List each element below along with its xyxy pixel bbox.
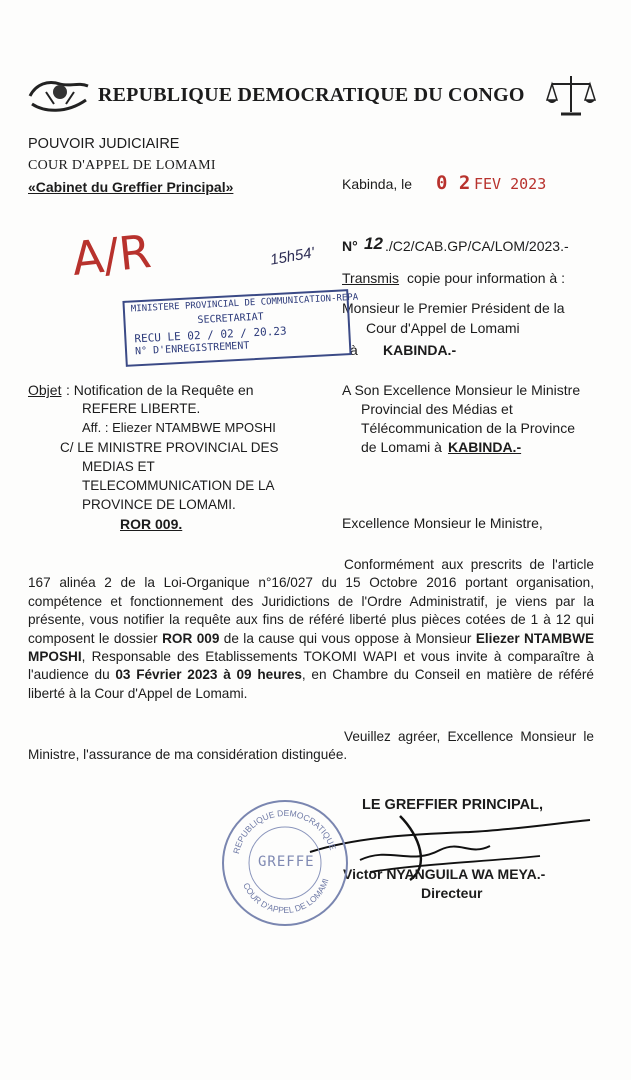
object-line-6: TELECOMMUNICATION DE LA (82, 478, 275, 493)
received-stamp-line-3: RECU LE 02 / 02 / 20.23 (134, 324, 287, 346)
body-p1-a: Conformément aux prescrits de l'article 167 alinéa 2 de la Loi-Organique n°16/027 du 15 Octobre 2016 portant organisation, compétence et fonctionnement des Juridictions de l'Ordre Administratif, je viens par la présente, vous notifier la requête aux fins de référé liberté plus pièces cotées de 1 à 12 qui composent le dossier (28, 557, 594, 646)
body-p1-c: de la cause qui vous oppose à Monsieur (223, 630, 472, 646)
object-line-2: REFERE LIBERTE. (82, 401, 201, 416)
transmis-rest: copie pour information à : (407, 270, 565, 286)
leopard-emblem (26, 74, 94, 118)
received-stamp-line-1: MINISTERE PROVINCIAL DE COMMUNICATION-REPA (130, 292, 359, 315)
body-p1-g: , en Chambre du Conseil en matière de référé liberté à la Cour d'Appel de Lomami. (28, 667, 594, 701)
recipient-line-4-prefix: de Lomami à (361, 439, 442, 455)
received-stamp-line-4: N° D'ENREGISTREMENT (134, 340, 250, 358)
handwritten-initials: A/R (69, 224, 154, 286)
seal-center: GREFFE (258, 854, 315, 870)
object-label: Objet (28, 382, 62, 398)
recipient-line-1: A Son Excellence Monsieur le Ministre (342, 382, 581, 398)
transmis-label: Transmis (342, 270, 400, 286)
body-p2: Veuillez agréer, Excellence Monsieur le Ministre, l'assurance de ma considération distinguée. (28, 729, 594, 763)
reference-handwritten: 12 (364, 234, 383, 253)
date-prefix: Kabinda, le (342, 176, 413, 192)
date-day: 0 2 (436, 172, 471, 194)
recipient-line-3: Télécommunication de la Province (361, 420, 575, 436)
transmis-line-1: Monsieur le Premier Président de la (342, 300, 565, 316)
object-line-5: MEDIAS ET (82, 459, 155, 474)
body-p1-b: ROR 009 (162, 630, 220, 646)
transmis-line-3-prefix: à (350, 342, 358, 358)
object-line-7: PROVINCE DE LOMAMI. (82, 497, 236, 512)
body-p1-e: , Responsable des Etablissements TOKOMI WAPI et vous invite à comparaître à l'audience du (28, 649, 594, 683)
seal-ring-top: REPUBLIQUE DEMOCRATIQUE (230, 807, 339, 855)
recipient-line-4-city: KABINDA.- (448, 439, 522, 455)
body-p1-d: Eliezer NTAMBWE MPOSHI (28, 630, 595, 665)
body-p1-f: 03 Février 2023 à 09 heures (115, 667, 302, 683)
court-line-1: POUVOIR JUDICIAIRE (28, 136, 180, 152)
received-stamp-line-2: SECRETARIAT (197, 311, 264, 327)
handwritten-time: 15h54' (268, 244, 316, 269)
transmis-line-3-city: KABINDA.- (383, 342, 457, 358)
recipient-line-2: Provincial des Médias et (361, 401, 513, 417)
object-line-3: Aff. : Eliezer NTAMBWE MPOSHI (82, 420, 276, 435)
court-line-3: «Cabinet du Greffier Principal» (28, 179, 234, 195)
signatory-name: Victor NYANGUILA WA MEYA.- (343, 866, 546, 882)
object-line-4: C/ LE MINISTRE PROVINCIAL DES (60, 440, 279, 455)
salutation: Excellence Monsieur le Ministre, (342, 515, 543, 531)
received-stamp (122, 289, 359, 367)
transmis-line-2: Cour d'Appel de Lomami (366, 320, 520, 336)
reference-prefix: N° (342, 238, 358, 254)
body-paragraph-1 (28, 556, 594, 703)
signatory-title: LE GREFFIER PRINCIPAL, (362, 797, 543, 813)
reference-rest: ./C2/CAB.GP/CA/LOM/2023.- (385, 238, 569, 254)
scales-of-justice-icon (546, 72, 596, 120)
object-line-1: : Notification de la Requête en (66, 382, 254, 398)
body-paragraph-2 (28, 728, 594, 765)
date-rest: FEV 2023 (474, 175, 547, 193)
court-line-2: COUR D'APPEL DE LOMAMI (28, 158, 216, 173)
object-line-8: ROR 009. (120, 516, 183, 532)
signatory-role: Directeur (421, 885, 483, 901)
court-seal (222, 800, 348, 926)
seal-ring-bottom: COUR D'APPEL DE LOMAMI (241, 877, 331, 916)
republic-title: REPUBLIQUE DEMOCRATIQUE DU CONGO (98, 84, 525, 106)
